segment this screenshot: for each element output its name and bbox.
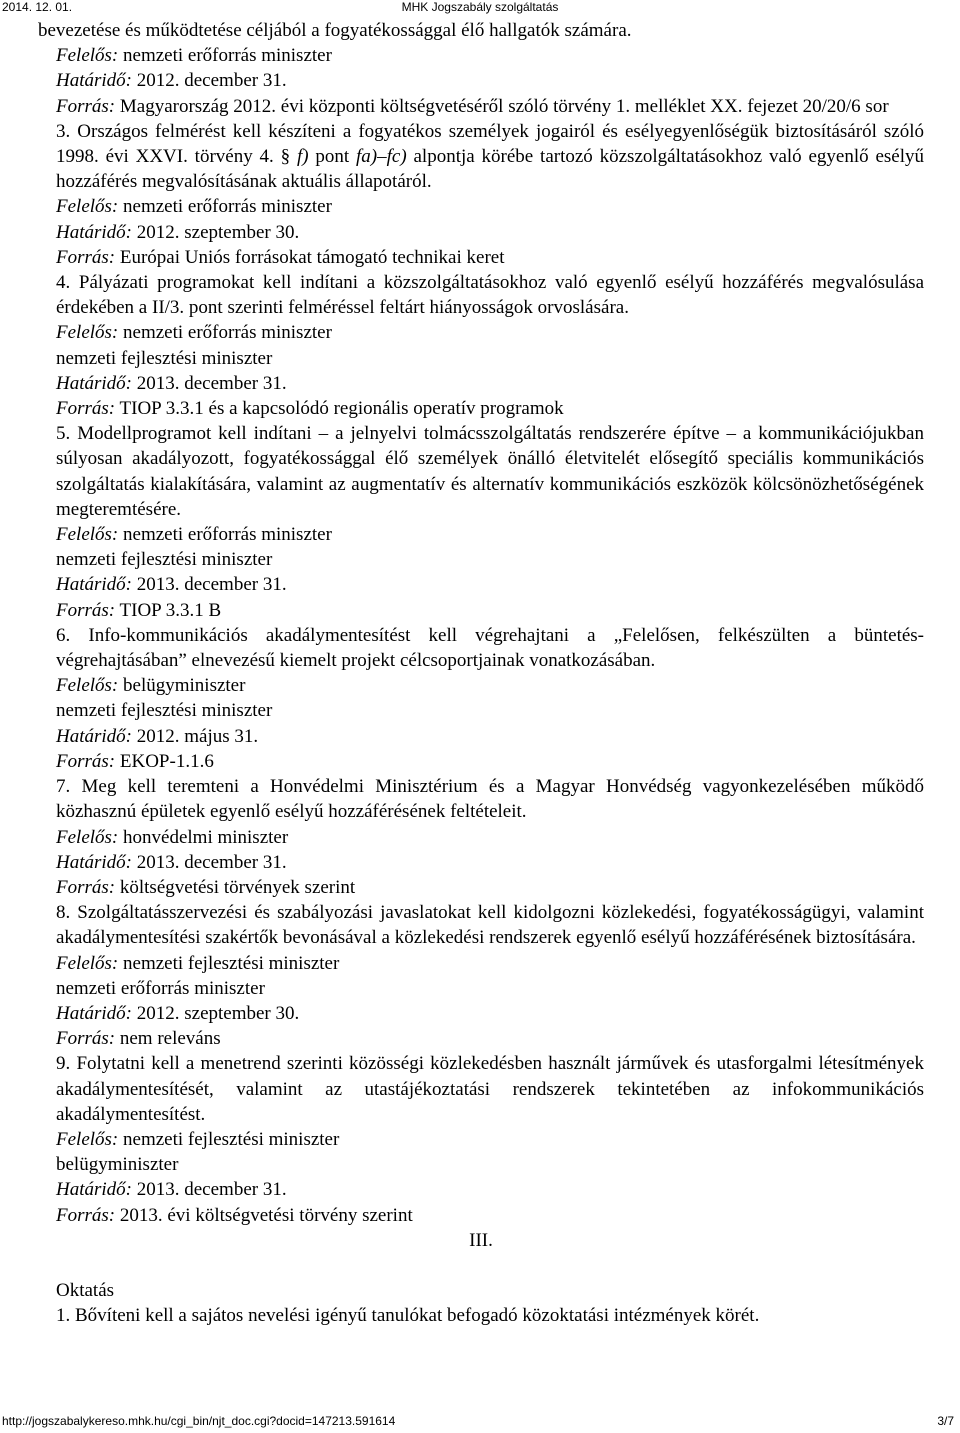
responsible-line bbox=[38, 951, 924, 976]
label-hatarido: Határidő: bbox=[56, 725, 132, 747]
deadline-value: 2012. december 31. bbox=[132, 70, 287, 92]
responsible-line bbox=[38, 1127, 924, 1152]
responsible-line-2: nemzeti fejlesztési miniszter bbox=[56, 347, 273, 369]
header-date: 2014. 12. 01. bbox=[2, 0, 73, 14]
source-value: TIOP 3.3.1 B bbox=[115, 599, 222, 621]
label-forras: Forrás: bbox=[56, 750, 116, 772]
deadline-value: 2012. szeptember 30. bbox=[132, 1002, 300, 1024]
page-footer bbox=[0, 1414, 960, 1432]
label-felelos: Felelős: bbox=[56, 322, 119, 344]
source-value: TIOP 3.3.1 és a kapcsolódó regionális operatív programok bbox=[115, 398, 564, 420]
responsible-value: honvédelmi miniszter bbox=[118, 826, 289, 848]
label-forras: Forrás: bbox=[56, 1028, 116, 1050]
source-line bbox=[38, 875, 924, 900]
label-felelos: Felelős: bbox=[56, 826, 119, 848]
source-value: Magyarország 2012. évi központi költségvetéséről szóló törvény 1. melléklet XX. fejezet 20/20/6 sor bbox=[115, 95, 889, 117]
source-line bbox=[38, 396, 924, 421]
text-run-italic: fa)–fc) bbox=[356, 146, 407, 168]
text-run: alpontja körébe tartozó közszolgáltatásokhoz való egyenlő esélyű hozzáférés megvalósításának aktuális állapotáról. bbox=[56, 146, 925, 193]
label-hatarido: Határidő: bbox=[56, 574, 132, 596]
label-hatarido: Határidő: bbox=[56, 1179, 132, 1201]
responsible-line bbox=[38, 825, 924, 850]
responsible-value: belügyminiszter bbox=[118, 675, 246, 697]
spacer bbox=[38, 1253, 924, 1278]
document-body bbox=[38, 18, 924, 1328]
label-forras: Forrás: bbox=[56, 1204, 116, 1226]
page-header bbox=[0, 0, 960, 16]
section-title: Oktatás bbox=[56, 1279, 115, 1301]
deadline-value: 2013. december 31. bbox=[132, 574, 287, 596]
responsible-line bbox=[38, 673, 924, 698]
label-forras: Forrás: bbox=[56, 599, 116, 621]
label-hatarido: Határidő: bbox=[56, 1002, 132, 1024]
label-forras: Forrás: bbox=[56, 95, 116, 117]
label-forras: Forrás: bbox=[56, 398, 116, 420]
source-value: Európai Uniós forrásokat támogató technikai keret bbox=[115, 246, 505, 268]
responsible-value: nemzeti fejlesztési miniszter bbox=[118, 1128, 340, 1150]
paragraph-3 bbox=[38, 119, 924, 195]
paragraph-5: 5. Modellprogramot kell indítani – a jelnyelvi tolmácsszolgáltatás rendszerére építve – a kommunikációjukban súlyosan akadályozott, fogyatékossággal élő személyek önálló életvitelét elősegítő speciális kommunikációs szolgáltatás kialakítására, valamint az augmentatív és alternatív kommunikációs eszközök kölcsönözhetőségének megteremtésére. bbox=[56, 423, 924, 520]
text-run: 3. Országos felmérést kell készíteni a fogyatékos személyek jogairól és esélyegyenlőségük biztosításáról szóló 1998. évi XXVI. törvény 4. § bbox=[56, 120, 924, 168]
label-felelos: Felelős: bbox=[56, 952, 119, 974]
label-felelos: Felelős: bbox=[56, 675, 119, 697]
label-felelos: Felelős: bbox=[56, 45, 119, 67]
deadline-value: 2013. december 31. bbox=[132, 1179, 287, 1201]
responsible-line bbox=[38, 522, 924, 547]
paragraph-4: 4. Pályázati programokat kell indítani a közszolgáltatásokhoz való egyenlő esélyű hozzáférés megvalósulása érdekében a II/3. pont szerinti felméréssel feltárt hiányosságok orvoslására. bbox=[56, 272, 924, 319]
deadline-value: 2013. december 31. bbox=[132, 851, 287, 873]
source-line bbox=[38, 94, 924, 119]
label-felelos: Felelős: bbox=[56, 196, 119, 218]
deadline-line bbox=[38, 220, 924, 245]
source-value: költségvetési törvények szerint bbox=[115, 876, 356, 898]
label-felelos: Felelős: bbox=[56, 524, 119, 546]
paragraph-9: 9. Folytatni kell a menetrend szerinti közösségi közlekedésben használt járművek és utasforgalmi létesítmények akadálymentesítését, valamint az utastájékoztatási rendszerek tekintetében az infokommunikációs akadálymentesítést. bbox=[56, 1053, 924, 1125]
responsible-line-2: belügyminiszter bbox=[56, 1154, 179, 1176]
source-value: 2013. évi költségvetési törvény szerint bbox=[115, 1204, 413, 1226]
responsible-line-2: nemzeti fejlesztési miniszter bbox=[56, 549, 273, 571]
deadline-line bbox=[38, 1001, 924, 1026]
label-hatarido: Határidő: bbox=[56, 70, 132, 92]
section-number: III. bbox=[469, 1229, 493, 1251]
deadline-value: 2012. május 31. bbox=[132, 725, 259, 747]
responsible-line bbox=[38, 194, 924, 219]
responsible-value: nemzeti erőforrás miniszter bbox=[118, 322, 332, 344]
responsible-value: nemzeti erőforrás miniszter bbox=[118, 45, 332, 67]
header-title: MHK Jogszabály szolgáltatás bbox=[401, 0, 559, 14]
source-line bbox=[38, 749, 924, 774]
source-line bbox=[38, 1026, 924, 1051]
paragraph-7: 7. Meg kell teremteni a Honvédelmi Minisztérium és a Magyar Honvédség vagyonkezelésében működő közhasznú épületek egyenlő esélyű hozzáférésének feltételeit. bbox=[56, 776, 924, 823]
text-run-italic: f) bbox=[296, 146, 309, 168]
deadline-line bbox=[38, 572, 924, 597]
paragraph: bevezetése és működtetése céljából a fogyatékossággal élő hallgatók számára. bbox=[38, 20, 632, 41]
deadline-line bbox=[38, 1177, 924, 1202]
footer-url[interactable]: http://jogszabalykereso.mhk.hu/cgi_bin/njt_doc.cgi?docid=147213.591614 bbox=[2, 1414, 396, 1428]
deadline-value: 2012. szeptember 30. bbox=[132, 221, 300, 243]
label-hatarido: Határidő: bbox=[56, 372, 132, 394]
responsible-line-2: nemzeti erőforrás miniszter bbox=[56, 977, 265, 999]
responsible-line bbox=[38, 43, 924, 68]
responsible-value: nemzeti erőforrás miniszter bbox=[118, 524, 332, 546]
source-line bbox=[38, 1203, 924, 1228]
label-hatarido: Határidő: bbox=[56, 851, 132, 873]
deadline-line bbox=[38, 68, 924, 93]
source-value: EKOP-1.1.6 bbox=[115, 750, 214, 772]
source-line bbox=[38, 245, 924, 270]
paragraph-8: 8. Szolgáltatásszervezési és szabályozási javaslatokat kell kidolgozni közlekedési, fogyatékosságügyi, valamint akadálymentesítési szakértők bevonásával a közlekedési rendszerek egyenlő esélyű hozzáférésének biztosítására. bbox=[56, 902, 924, 949]
source-line bbox=[38, 598, 924, 623]
deadline-line bbox=[38, 850, 924, 875]
paragraph-10: 1. Bővíteni kell a sajátos nevelési igényű tanulókat befogadó közoktatási intézmények körét. bbox=[56, 1305, 760, 1327]
text-run: pont bbox=[308, 146, 357, 168]
responsible-value: nemzeti erőforrás miniszter bbox=[118, 196, 332, 218]
responsible-value: nemzeti fejlesztési miniszter bbox=[118, 952, 340, 974]
label-forras: Forrás: bbox=[56, 876, 116, 898]
paragraph-6: 6. Info-kommunikációs akadálymentesítést kell végrehajtani a „Felelősen, felkészülten a büntetés-végrehajtásában” elnevezésű kiemelt projekt célcsoportjainak vonatkozásában. bbox=[56, 624, 924, 672]
deadline-line bbox=[38, 371, 924, 396]
label-forras: Forrás: bbox=[56, 246, 116, 268]
deadline-line bbox=[38, 724, 924, 749]
responsible-line bbox=[38, 320, 924, 345]
responsible-line-2: nemzeti fejlesztési miniszter bbox=[56, 700, 273, 722]
deadline-value: 2013. december 31. bbox=[132, 372, 287, 394]
label-hatarido: Határidő: bbox=[56, 221, 132, 243]
label-felelos: Felelős: bbox=[56, 1128, 119, 1150]
page-number: 3/7 bbox=[937, 1414, 954, 1428]
source-value: nem releváns bbox=[115, 1028, 221, 1050]
